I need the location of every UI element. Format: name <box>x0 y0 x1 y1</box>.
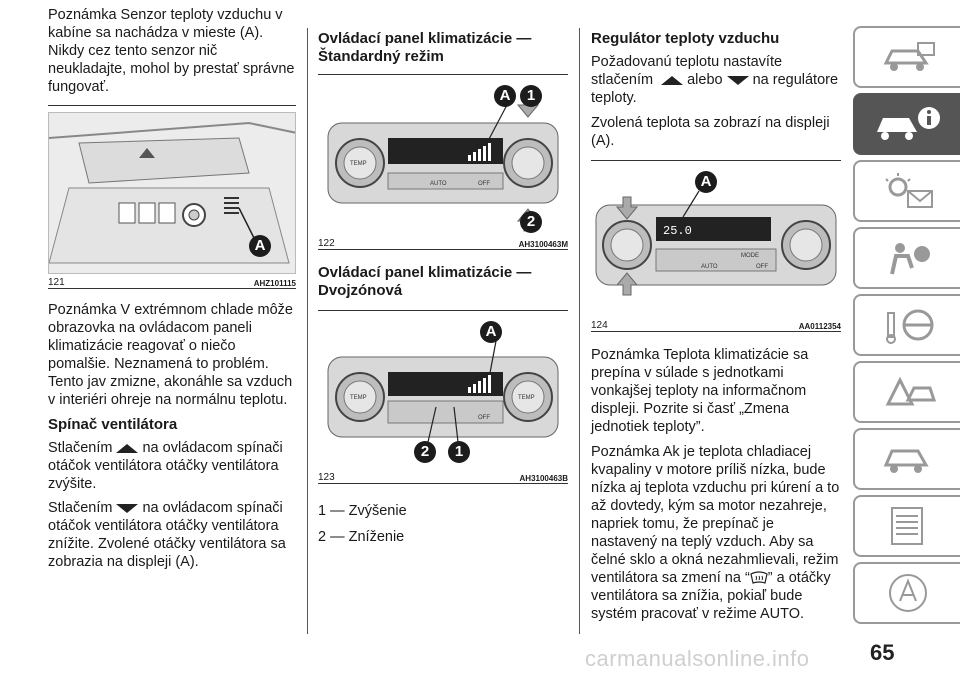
down-arrow-icon <box>727 76 749 85</box>
paragraph-temp-display: Zvolená teplota sa zobrazí na displeji (A). <box>591 115 830 149</box>
callout-a: A <box>494 85 516 107</box>
rule <box>591 331 841 332</box>
paragraph-fan-decrease <box>48 499 296 571</box>
column-2 <box>318 30 568 546</box>
tab-warning-triangle[interactable] <box>853 361 960 423</box>
text: ” a otáčky ventilátora sa znížia, pokiaľ bude systém pracovať v režime AUTO. <box>591 570 831 622</box>
rule <box>318 483 568 484</box>
tab-key-steering[interactable] <box>853 294 960 356</box>
note-temp-units: Poznámka Teplota klimatizácie sa prepína v súlade s jednotkami vonkajšej teploty na informačnom displeji. Pozrite si časť „Zmena jednotiek teploty”. <box>591 347 809 435</box>
rule <box>318 74 568 75</box>
figure-caption-121 <box>48 274 296 288</box>
panel-off-label: OFF <box>756 264 768 270</box>
rule <box>48 105 296 106</box>
chapter-tabs <box>853 26 960 629</box>
warning-triangle-car-icon <box>878 372 938 412</box>
heading-temp-regulator: Regulátor teploty vzduchu <box>591 30 780 47</box>
column-1 <box>48 6 296 571</box>
panel-temp-label: TEMP <box>350 161 367 167</box>
tab-car-dashboard[interactable] <box>853 26 960 88</box>
figure-number: 124 <box>591 320 608 331</box>
car-dashboard-icon <box>878 39 938 75</box>
tab-specs-list[interactable] <box>853 495 960 557</box>
column-divider-2 <box>579 28 580 634</box>
tab-car-service[interactable] <box>853 428 960 490</box>
text: Stlačením <box>48 500 113 516</box>
heading-fan-switch: Spínač ventilátora <box>48 416 178 433</box>
figure-code: AHZ101115 <box>253 279 296 288</box>
car-service-icon <box>878 439 938 479</box>
callout-1: 1 <box>520 85 542 107</box>
figure-124 <box>591 165 841 317</box>
tab-alphabet-index[interactable] <box>853 562 960 624</box>
column-divider-1 <box>307 28 308 634</box>
note-cold: Poznámka V extrémnom chlade môže obrazovka na ovládacom paneli klimatizácie reagovať o niečo pomalšie. Neznamená to problém. Tento jav zmizne, akonáhle sa vzduch v interiéri ohreje na normálnu teplotu. <box>48 302 293 408</box>
text: Poznámka Ak je teplota chladiacej kvapaliny v motore príliš nízka, bude nízka aj teplota vzduchu pri kúrení a to až dovtedy, kým sa motor nezahreje, napriek tomu, že prepínač je nastavený na teplý vzduch. Aby sa čelné sklo a okná nezahmlievali, režim ventilátora sa zmení na “ <box>591 444 840 586</box>
text: alebo <box>687 72 723 88</box>
panel-temp-label: TEMP <box>350 395 367 401</box>
figure-number: 122 <box>318 238 335 249</box>
panel-temp-label: TEMP <box>518 395 535 401</box>
heading-dual-zone-panel: Ovládací panel klimatizácie — Dvojzónová <box>318 264 532 299</box>
paragraph-set-temp <box>591 53 841 107</box>
figure-caption-123 <box>318 469 568 483</box>
temp-display-value: 25.0 <box>663 224 692 238</box>
callout-1: 1 <box>448 441 470 463</box>
airbag-person-icon <box>878 238 938 278</box>
up-arrow-icon <box>116 444 138 453</box>
text: na ovládacom spínači otáčok ventilátora otáčky ventilátora znížite. Zvolené otáčky ventilátora sa zobrazia na displeji (A). <box>48 500 286 570</box>
figure-code: AH3100463B <box>519 474 568 483</box>
callout-a: A <box>695 171 717 193</box>
figure-123 <box>318 317 568 469</box>
panel-mode-label: MODE <box>741 253 759 259</box>
text: na ovládacom spínači otáčok ventilátora otáčky ventilátora zvýšite. <box>48 440 283 492</box>
note-coolant <box>591 443 841 623</box>
heading-standard-panel: Ovládací panel klimatizácie — Štandardný režim <box>318 30 532 65</box>
tab-airbag[interactable] <box>853 227 960 289</box>
tab-car-info[interactable] <box>853 93 960 155</box>
figure-code: AA0112354 <box>798 322 841 331</box>
alphabet-index-icon <box>878 571 938 615</box>
text: Stlačením <box>48 440 113 456</box>
panel-auto-label: AUTO <box>701 264 718 270</box>
tab-warning-lights[interactable] <box>853 160 960 222</box>
callout-a: A <box>249 235 271 257</box>
figure-number: 123 <box>318 472 335 483</box>
panel-off-label: OFF <box>478 181 490 187</box>
text: na regulátore teploty. <box>591 72 839 106</box>
figure-121 <box>48 112 296 274</box>
list-specs-icon <box>878 504 938 548</box>
list-item: 1 — Zvýšenie <box>318 503 407 519</box>
temp-regulator-panel-illustration <box>591 165 841 317</box>
key-steering-icon <box>878 305 938 345</box>
rule <box>591 160 841 161</box>
paragraph-fan-increase <box>48 439 296 493</box>
dual-zone-climate-panel-illustration <box>318 317 568 469</box>
text: Požadovanú teplotu nastavíte stlačením <box>591 54 783 88</box>
figure-code: AH3100463M <box>518 240 568 249</box>
figure-caption-122 <box>318 235 568 249</box>
rule <box>48 288 296 289</box>
warning-lights-icon <box>878 171 938 211</box>
callout-2: 2 <box>414 441 436 463</box>
note-sensor: Poznámka Senzor teploty vzduchu v kabíne sa nachádza v mieste (A). Nikdy cez tento senzor nič neukladajte, mohol by prestať správne fungovať. <box>48 7 295 95</box>
callout-2: 2 <box>520 211 542 233</box>
up-arrow-icon <box>661 76 683 85</box>
figure-122 <box>318 83 568 235</box>
car-info-icon <box>873 104 943 144</box>
rule <box>318 249 568 250</box>
panel-off-label: OFF <box>478 415 490 421</box>
callout-a: A <box>480 321 502 343</box>
figure-caption-124 <box>591 317 841 331</box>
watermark: carmanualsonline.info <box>585 646 810 671</box>
rule <box>318 310 568 311</box>
windshield-defrost-icon <box>750 571 768 585</box>
page-number: 65 <box>870 640 895 665</box>
figure-number: 121 <box>48 277 65 288</box>
list-item: 2 — Zníženie <box>318 529 405 545</box>
column-3 <box>591 30 841 623</box>
panel-auto-label: AUTO <box>430 181 447 187</box>
down-arrow-icon <box>116 504 138 513</box>
